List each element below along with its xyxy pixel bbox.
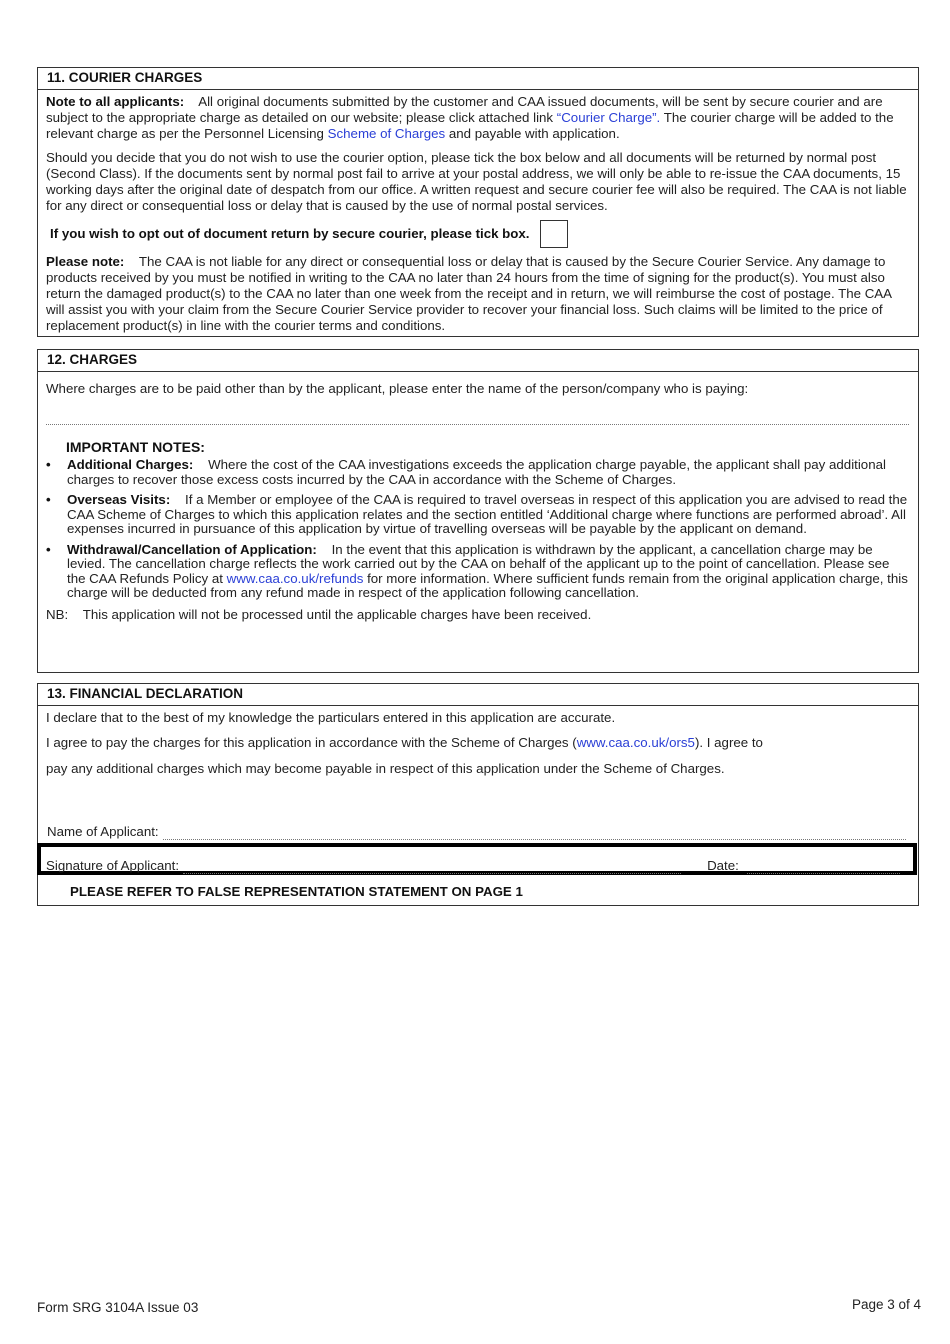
- courier-charge-link[interactable]: “Courier Charge”.: [556, 110, 661, 125]
- signature-box: [37, 843, 917, 875]
- postal-return-paragraph: Should you decide that you do not wish to use the courier option, please tick the box below and all documents will be returned by normal post (Second Class). If the documents sent by normal post fail to arrive at your postal address, we will only be able to re-issue the CAA documents, 15 working days after the original date of despatch from our office. A written request and secure courier fee will also be required. The CAA is not liable for any direct or consequential loss or delay that is caused by the use of normal postal services.: [46, 150, 907, 213]
- note-additional-charges: [46, 458, 909, 487]
- applicant-name-field[interactable]: [47, 824, 906, 840]
- note-label: Withdrawal/Cancellation of Application:: [67, 541, 317, 557]
- declaration-line-3: pay any additional charges which may become payable in respect of this application under the Scheme of Charges.: [46, 761, 725, 776]
- note-label: Note to all applicants:: [46, 94, 185, 109]
- optout-checkbox[interactable]: [540, 220, 568, 248]
- important-notes-list: [46, 458, 909, 601]
- note-label: Additional Charges:: [67, 457, 194, 472]
- declaration-line-2a: I agree to pay the charges for this application in accordance with the Scheme of Charges (: [46, 735, 577, 750]
- bullet-icon: •: [46, 492, 51, 507]
- section-charges: [37, 349, 919, 673]
- nb-label: NB:: [46, 606, 69, 622]
- note-text: Where the cost of the CAA investigations exceeds the application charge payable, the applicant shall pay additional charges to recover those excess costs incurred by the CAA in accordance with the Scheme of Charges.: [67, 457, 886, 487]
- form-id: Form SRG 3104A Issue 03: [37, 1300, 199, 1315]
- optout-label: If you wish to opt out of document return by secure courier, please tick box.: [50, 226, 530, 241]
- signature-label: Signature of Applicant:: [46, 858, 180, 873]
- ors5-link[interactable]: www.caa.co.uk/ors5: [576, 735, 695, 750]
- note-overseas-visits: [46, 493, 909, 537]
- applicant-name-line[interactable]: [163, 828, 906, 840]
- section-13-title: 13. FINANCIAL DECLARATION: [38, 684, 918, 706]
- refunds-link[interactable]: www.caa.co.uk/refunds: [226, 570, 364, 586]
- nb-line: [46, 607, 909, 623]
- declaration-line-1: I declare that to the best of my knowledge the particulars entered in this application are accurate.: [46, 710, 616, 725]
- page-number: Page 3 of 4: [851, 1297, 921, 1312]
- signature-row: [46, 858, 900, 874]
- signature-line[interactable]: [183, 862, 681, 874]
- note-text-2: for more information. Where sufficient funds remain from the original application charge, this charge will be deducted from any refund made in respect of the application following cancellation.: [67, 570, 908, 600]
- bullet-icon: •: [46, 457, 51, 472]
- section-12-body: [38, 372, 918, 627]
- important-notes-heading: IMPORTANT NOTES:: [66, 439, 205, 455]
- note-text-1: In the event that this application is withdrawn by the applicant, a cancellation charge may be levied. The cancellation charge reflects the work carried out by the CAA on behalf of the applicant up to the point of cancellation. Please see the CAA Refunds Policy at: [67, 541, 890, 586]
- declaration-line-2b: ). I agree to: [694, 735, 763, 750]
- please-note-label: Please note:: [46, 254, 125, 269]
- section-12-title: 12. CHARGES: [38, 350, 918, 372]
- note-text-2: The courier charge will be added to the relevant charge as per the Personnel Licensing: [46, 110, 894, 141]
- note-text: If a Member or employee of the CAA is required to travel overseas in respect of this application you are advised to read the CAA Scheme of Charges to which this application relates and the section entitled ‘Additional charge where functions are performed abroad’. All expenses incurred in pursuance of this application by virtue of travelling overseas will be payable by the applicant on demand.: [67, 492, 908, 536]
- note-label: Overseas Visits:: [67, 492, 171, 507]
- note-withdrawal: [46, 543, 909, 601]
- please-note-text: The CAA is not liable for any direct or consequential loss or delay that is caused by the Secure Courier Service. Any damage to products received by you must be notified in writing to the CAA no later than 24 hours from the time of signing for the product(s). You must also return the damaged product(s) to the CAA no later than one week from the receipt and in return, we will reimburse the cost of postage. The CAA will assist you with your claim from the Secure Courier Service provider to recover your financial loss. Such claims will be limited to the price of replacement product(s) in line with the courier terms and conditions.: [46, 254, 892, 333]
- date-line[interactable]: [747, 862, 900, 874]
- payer-name-field[interactable]: [46, 423, 909, 425]
- section-courier-charges: [37, 67, 919, 337]
- applicant-name-label: Name of Applicant:: [47, 824, 159, 839]
- note-text-3: and payable with application.: [448, 126, 620, 141]
- bullet-icon: •: [46, 541, 51, 557]
- section-11-body: [38, 90, 918, 346]
- section-11-title: 11. COURIER CHARGES: [38, 68, 918, 90]
- declaration-line-2: [46, 735, 909, 751]
- optout-row: [46, 220, 909, 248]
- false-representation-notice: PLEASE REFER TO FALSE REPRESENTATION STATEMENT ON PAGE 1: [70, 884, 523, 899]
- note-to-applicants: [46, 94, 909, 142]
- scheme-of-charges-link[interactable]: Scheme of Charges: [327, 126, 446, 141]
- date-label: Date:: [707, 858, 739, 873]
- note-text-1: All original documents submitted by the customer and CAA issued documents, will be sent by secure courier and are subject to the appropriate charge as detailed on our website; please click attached link: [46, 94, 883, 125]
- charges-intro: Where charges are to be paid other than by the applicant, please enter the name of the person/company who is paying:: [46, 381, 749, 396]
- nb-text: This application will not be processed until the applicable charges have been received.: [82, 606, 592, 622]
- please-note-paragraph: [46, 254, 909, 334]
